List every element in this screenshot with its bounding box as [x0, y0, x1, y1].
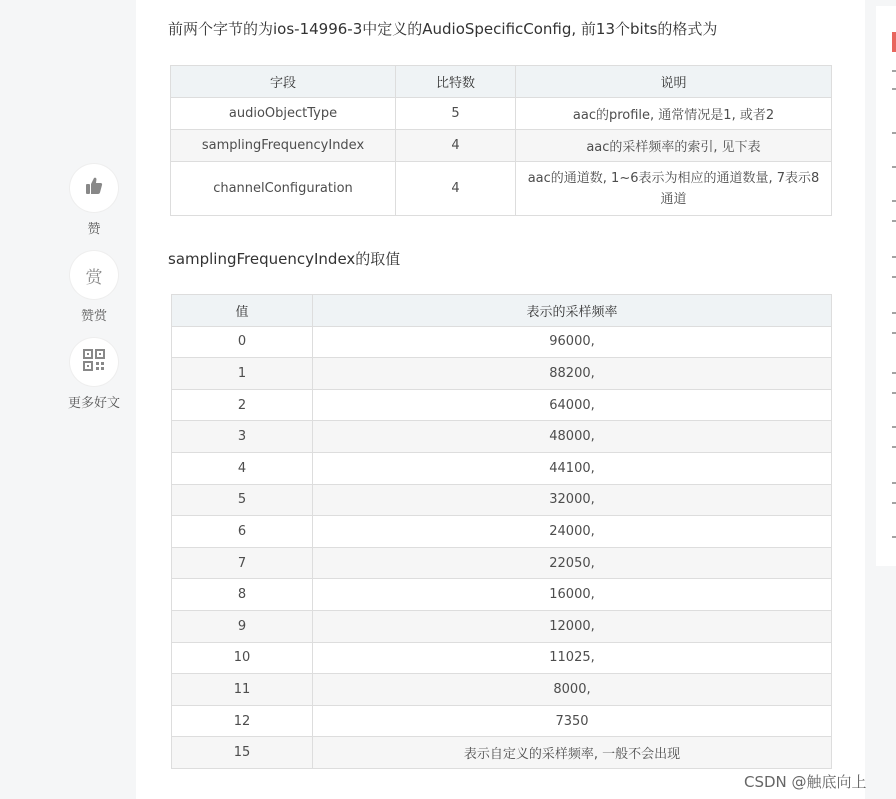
column-header: 值 — [172, 295, 313, 327]
table-row — [171, 98, 832, 130]
right-panel-text-fragment — [892, 482, 896, 484]
like-tool[interactable] — [68, 164, 120, 237]
table-cell: 32000, — [313, 484, 832, 516]
table-cell: 12000, — [313, 610, 832, 642]
table-cell: 5 — [396, 98, 516, 130]
table-cell: 8000, — [313, 674, 832, 706]
right-panel-text-fragment — [892, 372, 896, 374]
right-panel-text-fragment — [892, 312, 896, 314]
table-cell: 1 — [172, 358, 313, 390]
table-cell: 12 — [172, 705, 313, 737]
table-cell: 0 — [172, 326, 313, 358]
right-panel-text-fragment — [892, 332, 896, 334]
table-cell: 5 — [172, 484, 313, 516]
reward-label: 赞赏 — [80, 309, 107, 324]
table-cell: 64000, — [313, 389, 832, 421]
right-panel-text-fragment — [892, 502, 896, 504]
table-row — [172, 705, 832, 737]
table-cell: 7350 — [313, 705, 832, 737]
table-cell: 4 — [172, 452, 313, 484]
right-panel-text-fragment — [892, 536, 896, 538]
reward-button[interactable] — [70, 251, 118, 299]
table-cell: 表示自定义的采样频率, 一般不会出现 — [313, 737, 832, 769]
table-row — [171, 162, 832, 216]
table-cell: aac的通道数, 1~6表示为相应的通道数量, 7表示8通道 — [516, 162, 832, 216]
table-cell: 11 — [172, 674, 313, 706]
table-cell: 44100, — [313, 452, 832, 484]
table-row — [172, 610, 832, 642]
csdn-watermark: CSDN @触底向上 — [744, 773, 867, 791]
table-cell: 48000, — [313, 421, 832, 453]
table-cell: aac的profile, 通常情况是1, 或者2 — [516, 98, 832, 130]
table-row — [172, 737, 832, 769]
like-button[interactable] — [70, 164, 118, 212]
table-cell: 88200, — [313, 358, 832, 390]
table-cell: 4 — [396, 162, 516, 216]
table-cell: 8 — [172, 579, 313, 611]
right-panel-text-fragment — [892, 392, 896, 394]
reward-icon: 赏 — [85, 267, 103, 288]
table-cell: 15 — [172, 737, 313, 769]
table-row — [172, 358, 832, 390]
paragraph-audio-specific-config: 前两个字节的为ios-14996-3中定义的AudioSpecificConfig, 前13个bits的格式为 — [168, 20, 718, 38]
right-panel-text-fragment — [892, 446, 896, 448]
paragraph-sampling-index: samplingFrequencyIndex的取值 — [168, 250, 401, 268]
table-cell: 6 — [172, 516, 313, 548]
table-row — [172, 326, 832, 358]
column-header: 表示的采样频率 — [313, 295, 832, 327]
table-cell: 9 — [172, 610, 313, 642]
table-row — [171, 130, 832, 162]
table-row — [172, 579, 832, 611]
thumbs-up-icon — [84, 176, 104, 200]
table-cell: 3 — [172, 421, 313, 453]
table-cell: 2 — [172, 389, 313, 421]
right-panel-text-fragment — [892, 166, 896, 168]
right-panel-accent — [892, 32, 896, 52]
column-header: 字段 — [171, 66, 396, 98]
table-header-row — [171, 66, 832, 98]
table-row — [172, 547, 832, 579]
table-cell: 4 — [396, 130, 516, 162]
reward-tool[interactable] — [68, 251, 120, 324]
right-panel-text-fragment — [892, 256, 896, 258]
right-sidebar-panel — [876, 6, 896, 566]
table-row — [172, 516, 832, 548]
right-panel-text-fragment — [892, 70, 896, 72]
more-articles-tool[interactable] — [68, 338, 120, 411]
column-header: 比特数 — [396, 66, 516, 98]
table-cell: samplingFrequencyIndex — [171, 130, 396, 162]
right-panel-text-fragment — [892, 88, 896, 90]
right-panel-text-fragment — [892, 426, 896, 428]
right-panel-text-fragment — [892, 200, 896, 202]
table-cell: audioObjectType — [171, 98, 396, 130]
table-row — [172, 642, 832, 674]
table-cell: 24000, — [313, 516, 832, 548]
audio-specific-config-table — [170, 65, 832, 216]
right-panel-text-fragment — [892, 220, 896, 222]
table-cell: 16000, — [313, 579, 832, 611]
table-header-row — [172, 295, 832, 327]
table-cell: 10 — [172, 642, 313, 674]
qr-code-icon — [83, 349, 105, 375]
table-cell: 11025, — [313, 642, 832, 674]
table-cell: 22050, — [313, 547, 832, 579]
column-header: 说明 — [516, 66, 832, 98]
like-label: 赞 — [87, 222, 101, 237]
table-cell: channelConfiguration — [171, 162, 396, 216]
right-panel-text-fragment — [892, 276, 896, 278]
more-articles-button[interactable] — [70, 338, 118, 386]
sampling-frequency-table — [171, 294, 832, 769]
more-articles-label: 更多好文 — [68, 396, 121, 411]
table-cell: 7 — [172, 547, 313, 579]
table-row — [172, 421, 832, 453]
table-cell: 96000, — [313, 326, 832, 358]
table-row — [172, 452, 832, 484]
table-row — [172, 484, 832, 516]
table-cell: aac的采样频率的索引, 见下表 — [516, 130, 832, 162]
table-row — [172, 389, 832, 421]
table-row — [172, 674, 832, 706]
right-panel-text-fragment — [892, 132, 896, 134]
